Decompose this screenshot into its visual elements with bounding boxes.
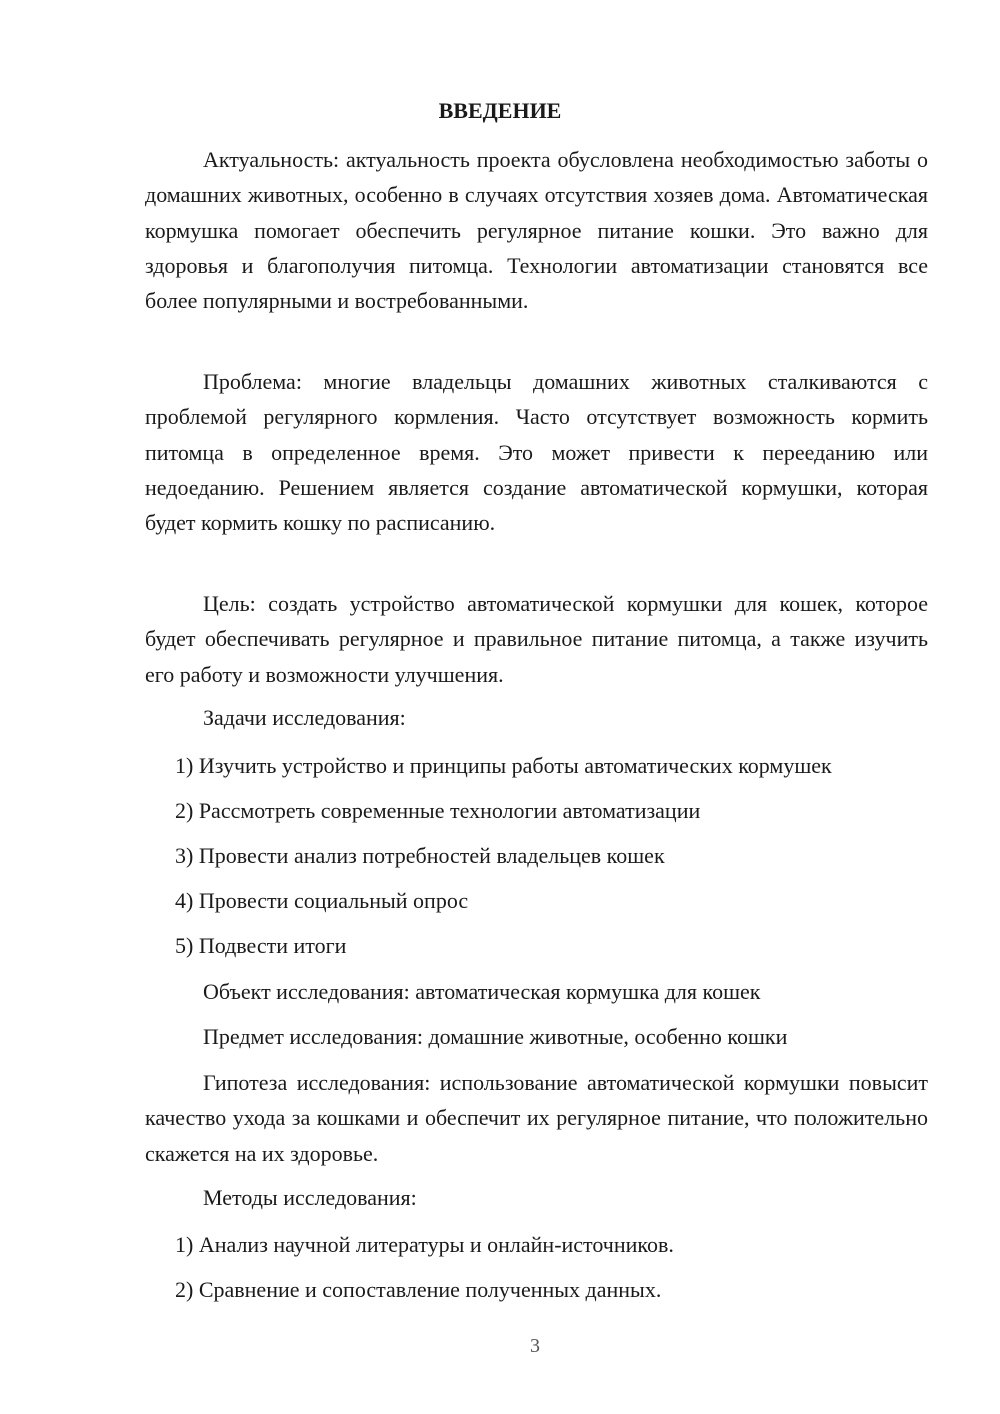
research-object: Объект исследования: автоматическая кормушка для кошек bbox=[203, 979, 761, 1004]
tasks-heading: Задачи исследования: bbox=[203, 705, 406, 730]
method-item: 1) Анализ научной литературы и онлайн-источников. bbox=[175, 1232, 674, 1257]
goal-paragraph: Цель: создать устройство автоматической кормушки для кошек, которое будет обеспечивать регулярное и правильное питание питомца, а также изучить его работу и возможности улучшения. bbox=[145, 591, 928, 687]
methods-heading: Методы исследования: bbox=[203, 1185, 417, 1210]
problem-paragraph: Проблема: многие владельцы домашних животных сталкиваются с проблемой регулярного кормления. Часто отсутствует возможность кормить питомца в определенное время. Это может привести к перееданию или недоеданию. Решением является создание автоматической кормушки, которая будет кормить кошку по расписанию. bbox=[145, 369, 928, 536]
page-title: ВВЕДЕНИЕ bbox=[438, 98, 562, 123]
research-subject: Предмет исследования: домашние животные, особенно кошки bbox=[203, 1024, 788, 1049]
task-item: 4) Провести социальный опрос bbox=[175, 888, 469, 913]
task-item: 3) Провести анализ потребностей владельцев кошек bbox=[175, 843, 665, 868]
task-item: 5) Подвести итоги bbox=[175, 933, 347, 958]
task-item: 2) Рассмотреть современные технологии автоматизации bbox=[175, 798, 701, 823]
task-item: 1) Изучить устройство и принципы работы автоматических кормушек bbox=[175, 753, 832, 778]
page-number: 3 bbox=[530, 1335, 540, 1357]
relevance-paragraph: Актуальность: актуальность проекта обусловлена необходимостью заботы о домашних животных, особенно в случаях отсутствия хозяев дома. Автоматическая кормушка помогает обеспечить регулярное питание кошки. Это важно для здоровья и благополучия питомца. Технологии автоматизации становятся все более популярными и востребованными. bbox=[145, 147, 928, 314]
method-item: 2) Сравнение и сопоставление полученных данных. bbox=[175, 1277, 662, 1302]
hypothesis-paragraph: Гипотеза исследования: использование автоматической кормушки повысит качество ухода за кошками и обеспечит их регулярное питание, что положительно скажется на их здоровье. bbox=[145, 1070, 928, 1166]
